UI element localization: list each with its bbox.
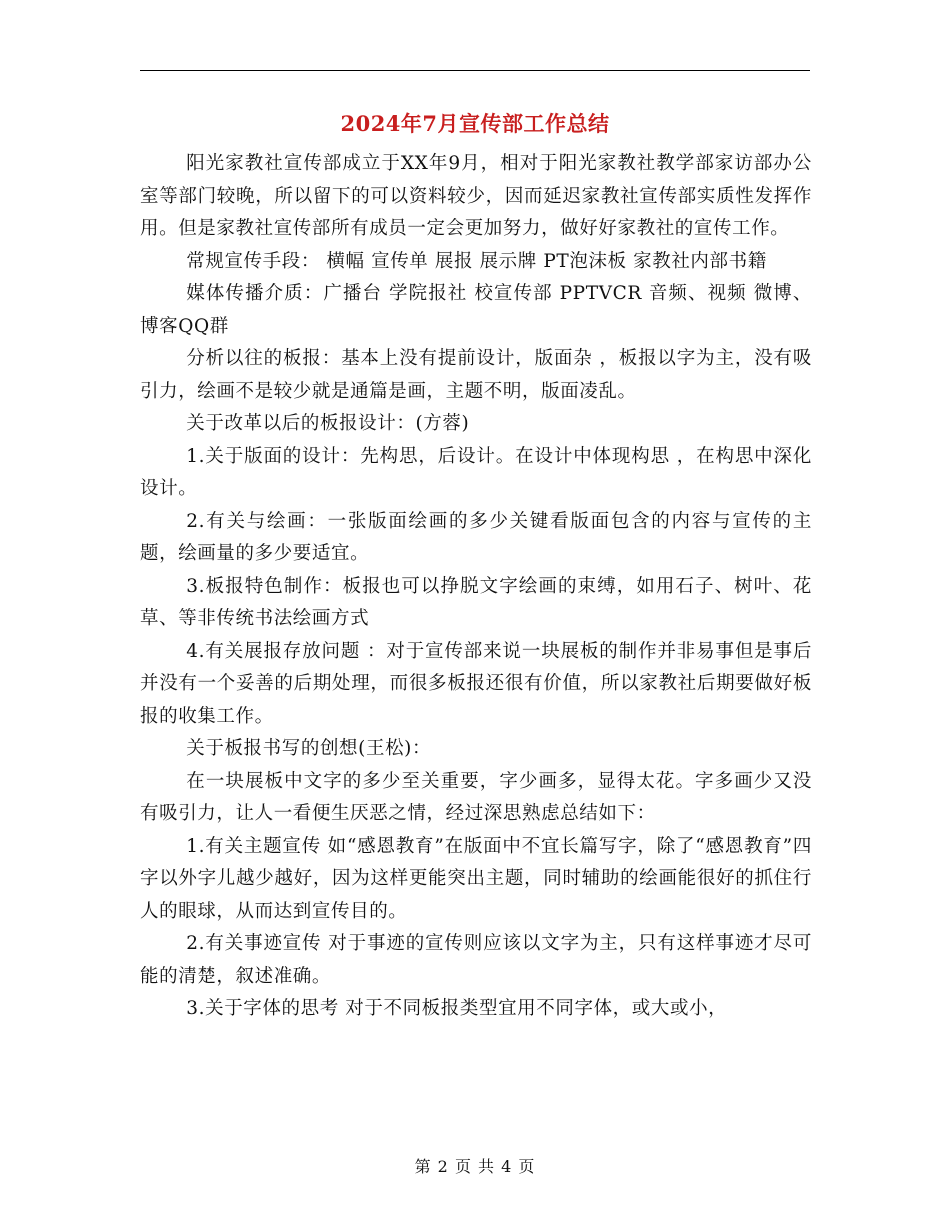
paragraph-font: 3.关于字体的思考 对于不同板报类型宜用不同字体，或大或小， — [186, 998, 728, 1019]
paragraph-layout-design: 1.关于版面的设计：先构思，后设计。在设计中体现构思 ，在构思中深化设计。 — [140, 445, 812, 499]
paragraph-regular-means: 常规宣传手段： 横幅 宣传单 展报 展示牌 PT泡沫板 家教社内部书籍 — [186, 250, 767, 272]
page-footer: 第 2 页 共 4 页 — [414, 1157, 536, 1176]
paragraph-theme: 1.有关主题宣传 如“感恩教育”在版面中不宜长篇写字，除了“感恩教育”四字以外字儿越少越好，因为这样更能突出主题，同时辅助的绘画能很好的抓住行人的眼球，从而达到宣传目的。 — [140, 835, 812, 922]
paragraph-deeds: 2.有关事迹宣传 对于事迹的宣传则应该以文字为主，只有这样事迹才尽可能的清楚，叙述准确。 — [140, 933, 812, 987]
paragraph-drawing: 2.有关与绘画：一张版面绘画的多少关键看版面包含的内容与宣传的主题，绘画量的多少要适宜。 — [140, 510, 812, 564]
paragraph-intro: 阳光家教社宣传部成立于XX年9月，相对于阳光家教社教学部家访部办公室等部门较晚，所以留下的可以资料较少，因而延迟家教社宣传部实质性发挥作用。但是家教社宣传部所有成员一定会更加努力，做好好家教社的宣传工作。 — [140, 153, 812, 239]
paragraph-reform-heading: 关于改革以后的板报设计：(方蓉) — [186, 413, 470, 434]
paragraph-media: 媒体传播介质：广播台 学院报社 校宣传部 PPTVCR 音频、视频 微博、博客QQ群 — [140, 283, 812, 337]
paragraph-analysis: 分析以往的板报：基本上没有提前设计，版面杂 ，板报以字为主，没有吸引力，绘画不是较少就是通篇是画，主题不明，版面凌乱。 — [140, 348, 812, 402]
paragraph-text-amount: 在一块展板中文字的多少至关重要，字少画多，显得太花。字多画少又没有吸引力，让人一看便生厌恶之情，经过深思熟虑总结如下： — [140, 770, 812, 824]
document-body — [140, 148, 812, 1026]
paragraph-storage: 4.有关展报存放问题 ：对于宣传部来说一块展板的制作并非易事但是事后并没有一个妥善的后期处理，而很多板报还很有价值，所以家教社后期要做好板报的收集工作。 — [140, 640, 812, 727]
paragraph-writing-heading: 关于板报书写的创想(王松)： — [186, 738, 432, 759]
paragraph-special-making: 3.板报特色制作：板报也可以挣脱文字绘画的束缚，如用石子、树叶、花草、等非传统书法绘画方式 — [140, 575, 812, 629]
document-title: 2024年7月宣传部工作总结 — [340, 111, 610, 136]
header-rule — [140, 70, 810, 71]
